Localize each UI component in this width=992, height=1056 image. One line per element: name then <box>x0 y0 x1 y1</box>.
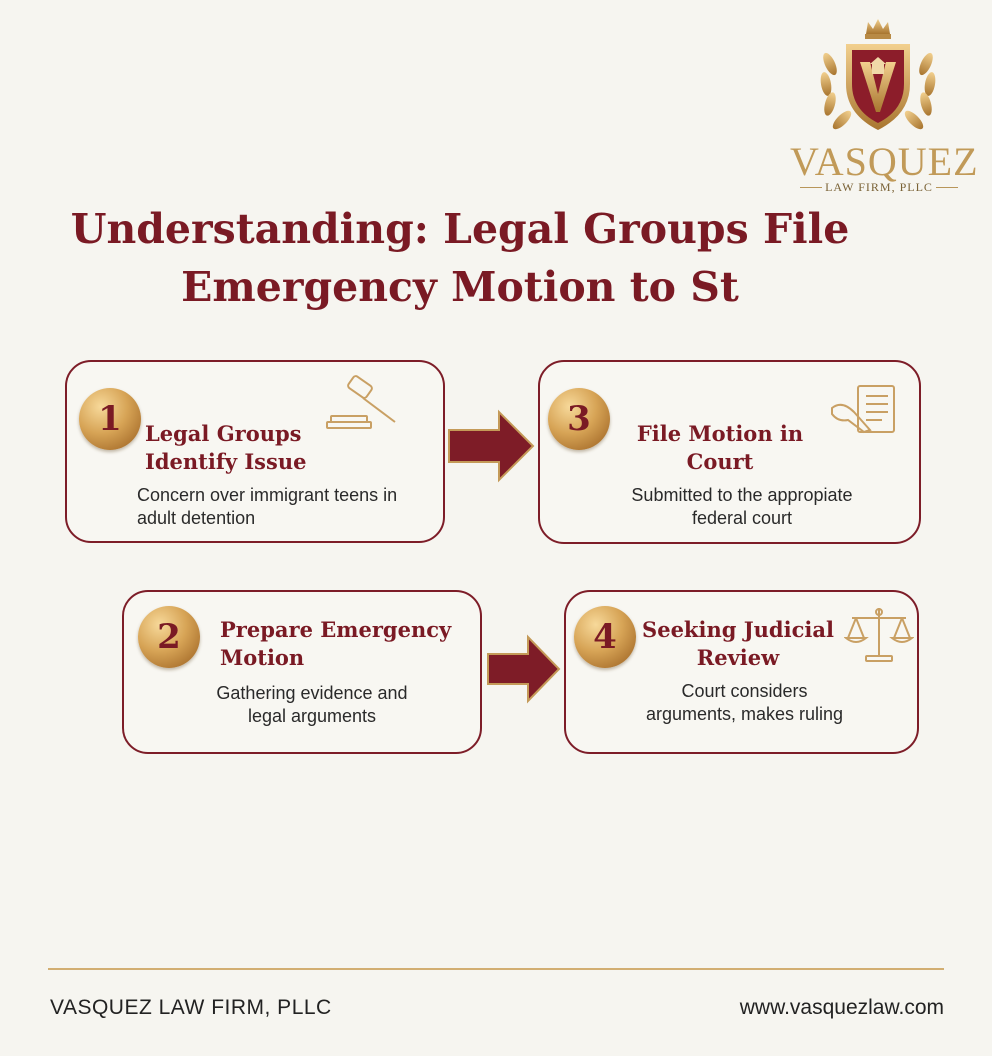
page-title <box>40 200 880 316</box>
step-number-badge: 3 <box>548 388 610 450</box>
step-card-2 <box>122 590 482 754</box>
footer-divider <box>48 968 944 970</box>
step-description <box>540 484 944 530</box>
shield-laurel-icon <box>808 14 948 139</box>
step-desc-line-1: Gathering evidence and <box>216 683 408 703</box>
arrow-right-icon <box>486 634 562 704</box>
step-desc-line-2: adult detention <box>137 508 256 528</box>
arrow-right-icon <box>447 408 537 484</box>
step-desc-line-2: arguments, makes ruling <box>645 704 844 724</box>
step-number-badge: 1 <box>79 388 141 450</box>
step-title <box>220 616 451 672</box>
title-line-1: Understanding: Legal Groups File <box>70 205 850 253</box>
step-number-badge: 4 <box>574 606 636 668</box>
firm-logo <box>790 14 980 194</box>
step-title-line-1: Legal Groups <box>145 421 302 446</box>
step-description <box>137 484 397 530</box>
step-title-line-2: Identify Issue <box>145 449 307 474</box>
footer-website-link[interactable]: www.vasquezlaw.com <box>739 996 944 1019</box>
step-desc-line-1: Concern over immigrant teens in <box>137 485 398 505</box>
step-number-badge: 2 <box>138 606 200 668</box>
logo-wordmark: VASQUEZ <box>790 139 979 184</box>
step-desc-line-1: Submitted to the appropiate <box>631 485 853 505</box>
step-card-4 <box>564 590 919 754</box>
step-title <box>566 616 910 672</box>
step-desc-line-2: legal arguments <box>247 706 377 726</box>
step-card-1 <box>65 360 445 543</box>
step-title <box>145 420 306 476</box>
step-description <box>566 680 923 726</box>
step-desc-line-2: federal court <box>691 508 793 528</box>
title-line-2: Emergency Motion to St <box>181 263 739 311</box>
step-title-line-2: Court <box>686 449 754 474</box>
step-title-line-1: Prepare Emergency <box>220 617 452 642</box>
logo-subtitle: LAW FIRM, PLLC <box>825 180 933 194</box>
step-description <box>124 682 500 728</box>
footer-firm-name: VASQUEZ LAW FIRM, PLLC <box>50 996 332 1019</box>
step-desc-line-1: Court considers <box>681 681 808 701</box>
step-title-line-1: Seeking Judicial <box>642 617 834 642</box>
step-title-line-1: File Motion in <box>636 421 804 446</box>
step-card-3 <box>538 360 921 544</box>
logo-rule-right <box>936 187 958 188</box>
step-title-line-2: Review <box>696 645 780 670</box>
step-title <box>540 420 900 476</box>
gavel-icon <box>325 372 415 434</box>
step-title-line-2: Motion <box>220 645 305 670</box>
